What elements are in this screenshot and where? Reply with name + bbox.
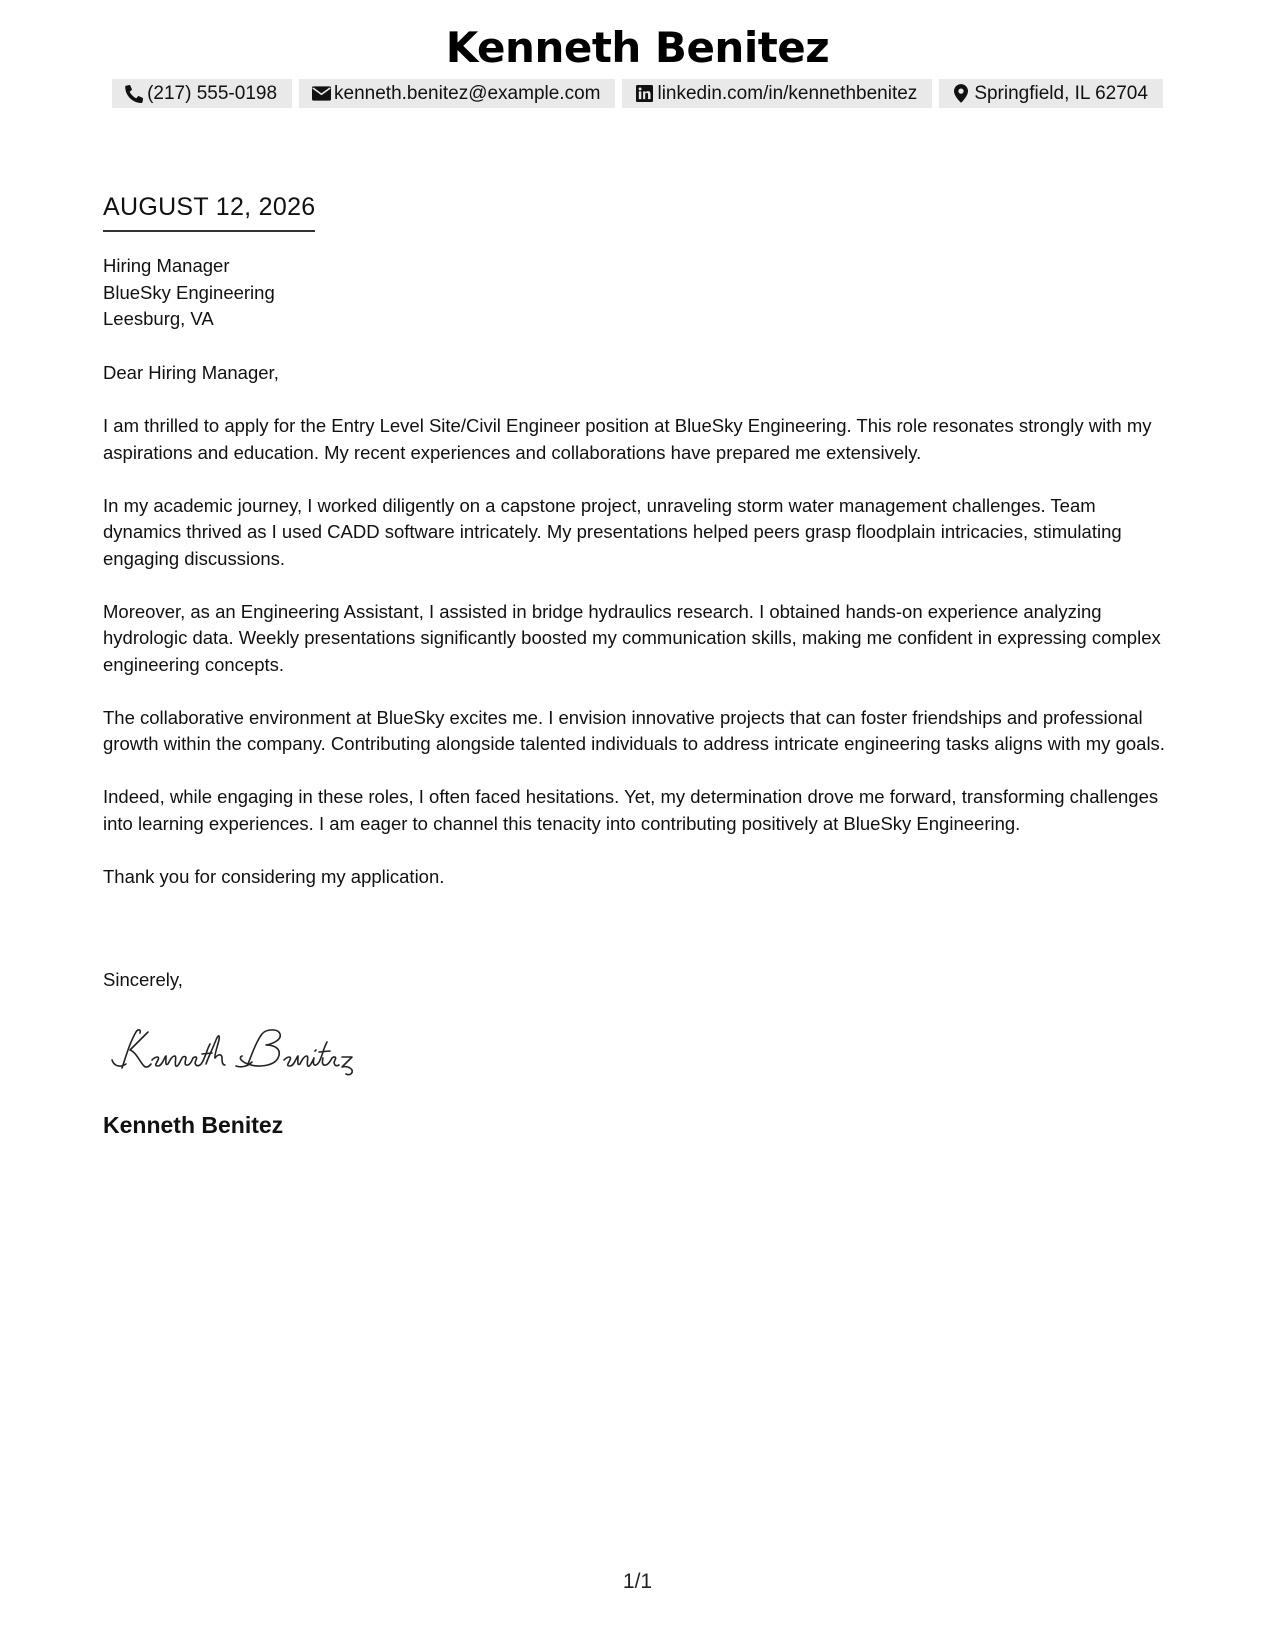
recipient-title: Hiring Manager	[103, 255, 230, 276]
letter-date: AUGUST 12, 2026	[103, 190, 315, 232]
handwritten-signature	[108, 1020, 368, 1080]
recipient-block	[103, 253, 275, 333]
contact-location	[939, 79, 1163, 108]
contact-phone	[112, 79, 292, 108]
contact-email	[299, 79, 615, 108]
body-paragraph: I am thrilled to apply for the Entry Level Site/Civil Engineer position at BlueSky Engineering. This role resonates strongly with my aspirations and education. My recent experiences and collaborations have prepared me extensively.	[103, 415, 1152, 463]
recipient-location: Leesburg, VA	[103, 308, 214, 329]
contact-bar	[0, 79, 1275, 108]
contact-linkedin	[622, 79, 932, 108]
page-number: 1/1	[622, 1570, 653, 1593]
envelope-icon	[311, 84, 331, 104]
applicant-name-heading: Kenneth Benitez	[445, 23, 830, 72]
contact-email-text: kenneth.benitez@example.com	[334, 82, 601, 104]
body-paragraph: Indeed, while engaging in these roles, I often faced hesitations. Yet, my determination drove me forward, transforming challenges into learning experiences. I am eager to channel this tenacity into contributing positively at BlueSky Engineering.	[103, 786, 1159, 834]
contact-phone-text: (217) 555-0198	[147, 82, 278, 104]
recipient-company: BlueSky Engineering	[103, 281, 275, 303]
salutation: Dear Hiring Manager,	[103, 362, 279, 383]
letter-body	[103, 360, 1178, 917]
body-paragraph: Moreover, as an Engineering Assistant, I assisted in bridge hydraulics research. I obtained hands-on experience analyzing hydrologic data. Weekly presentations significantly boosted my communication skills, making me confident in expressing complex engineering concepts.	[103, 600, 1161, 675]
contact-linkedin-text: linkedin.com/in/kennethbenitez	[657, 82, 918, 104]
phone-icon	[124, 84, 144, 104]
body-paragraph: The collaborative environment at BlueSky excites me. I envision innovative projects that can foster friendships and professional growth within the company. Contributing alongside talented individuals to address intricate engineering tasks aligns with my goals.	[103, 706, 1165, 754]
map-marker-icon	[951, 84, 971, 104]
contact-location-text: Springfield, IL 62704	[974, 82, 1148, 104]
body-paragraph: Thank you for considering my application.	[103, 865, 445, 887]
linkedin-icon	[634, 84, 654, 104]
body-paragraph: In my academic journey, I worked diligently on a capstone project, unraveling storm water management challenges. Team dynamics thrived as I used CADD software intricately. My presentations helped peers grasp floodplain intricacies, stimulating engaging discussions.	[103, 494, 1122, 569]
closing: Sincerely,	[103, 969, 183, 990]
signer-name: Kenneth Benitez	[103, 1112, 284, 1138]
